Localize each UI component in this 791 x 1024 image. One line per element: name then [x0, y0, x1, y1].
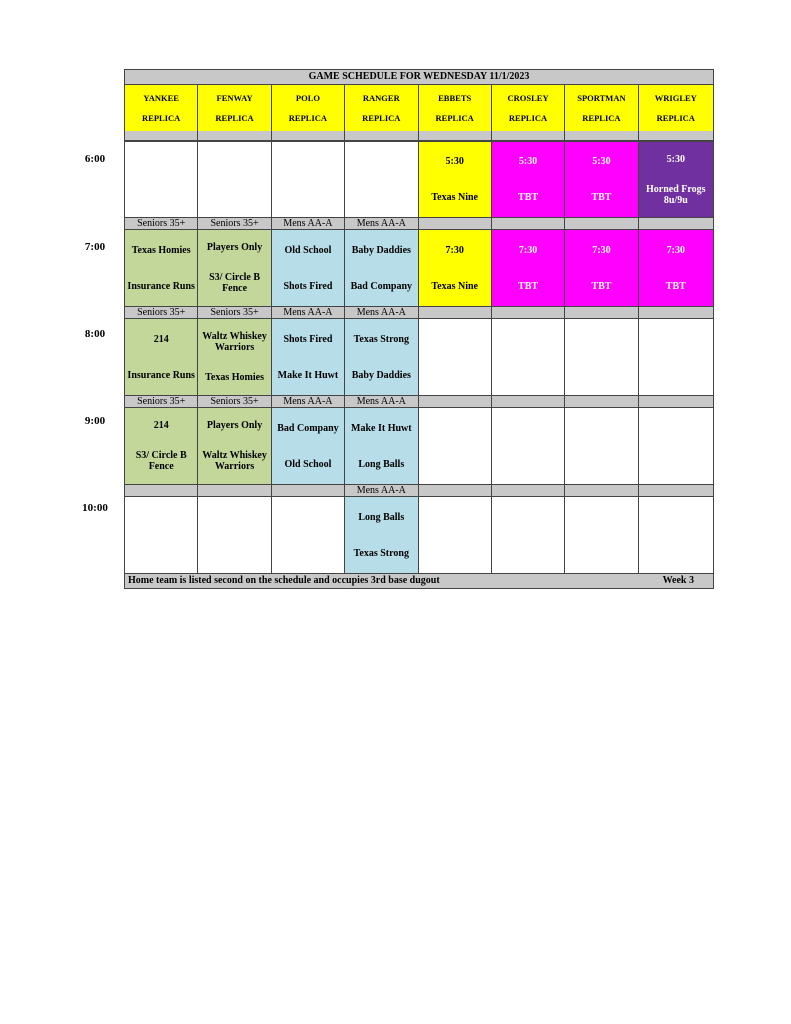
game-team-top: 7:30 — [666, 244, 685, 256]
field-name: RANGER — [362, 93, 400, 103]
division-row — [125, 306, 713, 319]
game-cell — [639, 141, 713, 217]
game-cell — [125, 141, 198, 217]
game-cell — [492, 141, 565, 217]
game-cell — [125, 230, 198, 306]
footer-note: Home team is listed second on the schedule and occupies 3rd base dugout — [128, 575, 440, 586]
game-team-bottom: TBT — [518, 191, 539, 203]
division-label: Mens AA-A — [345, 396, 418, 407]
division-label — [492, 485, 565, 496]
game-cell — [198, 319, 271, 395]
game-cell — [565, 408, 638, 484]
week-label: Week 3 — [662, 575, 694, 586]
game-team-top: Make It Huwt — [351, 422, 412, 434]
division-label — [565, 485, 638, 496]
field-sub: REPLICA — [362, 113, 401, 123]
field-header — [492, 85, 565, 131]
division-label — [639, 396, 713, 407]
game-cell — [419, 141, 492, 217]
field-sub: REPLICA — [288, 113, 328, 123]
division-row — [125, 484, 713, 497]
field-header — [125, 85, 198, 131]
game-team-bottom: Baby Daddies — [351, 369, 411, 381]
field-header — [272, 85, 345, 131]
game-team-top: Texas Strong — [353, 333, 409, 345]
time-slot-row — [125, 141, 713, 217]
division-label — [419, 485, 492, 496]
game-team-bottom: Old School — [284, 458, 332, 470]
schedule-table — [124, 69, 714, 589]
game-cell — [272, 230, 345, 306]
game-team-top: Players Only — [206, 419, 263, 431]
game-cell — [492, 230, 565, 306]
game-cell — [345, 141, 418, 217]
game-cell — [419, 408, 492, 484]
time-slot-row — [125, 497, 713, 573]
game-team-bottom: Shots Fired — [283, 280, 333, 292]
field-name: CROSLEY — [507, 93, 549, 103]
game-team-bottom: Texas Nine — [431, 280, 478, 292]
field-name: EBBETS — [438, 93, 472, 103]
division-row — [125, 217, 713, 230]
game-team-bottom: Insurance Runs — [127, 369, 195, 381]
game-cell — [492, 497, 565, 573]
game-team-top: Long Balls — [358, 511, 405, 523]
game-cell — [198, 497, 271, 573]
game-team-bottom: Texas Homies — [205, 372, 264, 384]
game-team-bottom: Long Balls — [358, 458, 405, 470]
game-team-bottom: TBT — [591, 191, 612, 203]
division-label: Mens AA-A — [345, 307, 418, 318]
game-cell — [198, 230, 271, 306]
game-team-top: Texas Homies — [131, 244, 191, 256]
game-team-bottom: Make It Huwt — [277, 369, 339, 381]
game-team-bottom: TBT — [591, 280, 612, 292]
game-team-bottom: S3/ Circle B Fence — [209, 272, 261, 295]
game-team-bottom: Texas Nine — [431, 191, 478, 203]
game-cell — [198, 141, 271, 217]
division-label: Seniors 35+ — [125, 218, 198, 229]
game-team-top: Waltz Whiskey Warriors — [202, 330, 267, 353]
division-label — [492, 307, 565, 318]
division-label: Seniors 35+ — [198, 307, 271, 318]
time-slot-row — [125, 319, 713, 395]
game-team-top: 7:30 — [592, 244, 611, 256]
time-slot-row — [125, 230, 713, 306]
game-team-bottom: Insurance Runs — [127, 280, 195, 292]
game-cell — [419, 230, 492, 306]
division-label — [198, 485, 271, 496]
time-label: 7:00 — [84, 241, 106, 253]
game-cell — [565, 497, 638, 573]
game-cell — [345, 319, 418, 395]
game-team-top: Shots Fired — [283, 333, 333, 345]
field-name: YANKEE — [143, 93, 179, 103]
game-team-top: 7:30 — [518, 244, 538, 256]
field-header — [345, 85, 418, 131]
game-cell — [125, 408, 198, 484]
game-cell — [492, 319, 565, 395]
field-sub: REPLICA — [435, 113, 474, 123]
time-slot-row — [125, 408, 713, 484]
field-name: WRIGLEY — [654, 93, 697, 103]
division-label: Seniors 35+ — [198, 218, 271, 229]
game-team-bottom: Horned Frogs 8u/9u — [646, 183, 706, 206]
time-label: 6:00 — [84, 153, 106, 165]
game-cell — [419, 319, 492, 395]
field-header — [198, 85, 271, 131]
field-name: POLO — [295, 93, 320, 103]
field-header — [639, 85, 713, 131]
division-label: Mens AA-A — [345, 218, 418, 229]
division-label — [565, 396, 638, 407]
game-team-top: 5:30 — [445, 156, 464, 168]
game-team-top: Old School — [284, 244, 332, 256]
game-cell — [272, 497, 345, 573]
game-team-top: Baby Daddies — [351, 244, 411, 256]
division-label: Mens AA-A — [345, 485, 418, 496]
division-label: Mens AA-A — [272, 396, 345, 407]
division-label — [639, 218, 713, 229]
game-team-bottom: S3/ Circle B Fence — [135, 450, 187, 473]
division-label: Mens AA-A — [272, 307, 345, 318]
field-name: FENWAY — [216, 93, 253, 103]
schedule-title: GAME SCHEDULE FOR WEDNESDAY 11/1/2023 — [125, 70, 713, 85]
field-sub: REPLICA — [142, 113, 181, 123]
field-name: SPORTMAN — [577, 93, 626, 103]
division-label — [125, 485, 198, 496]
game-team-bottom: TBT — [665, 280, 686, 292]
division-label — [639, 307, 713, 318]
field-sub: REPLICA — [508, 113, 548, 123]
field-sub: REPLICA — [215, 113, 254, 123]
game-team-bottom: Bad Company — [350, 280, 413, 292]
game-team-bottom: TBT — [518, 280, 539, 292]
division-label — [419, 307, 492, 318]
division-label — [492, 396, 565, 407]
game-cell — [639, 319, 713, 395]
division-label — [565, 218, 638, 229]
header-spacer-row — [125, 131, 713, 141]
game-cell — [345, 497, 418, 573]
game-cell — [125, 319, 198, 395]
game-cell — [198, 408, 271, 484]
time-slots — [125, 141, 713, 573]
game-cell — [639, 230, 713, 306]
game-cell — [639, 408, 713, 484]
game-team-top: Bad Company — [277, 422, 339, 434]
division-label — [565, 307, 638, 318]
division-label: Seniors 35+ — [198, 396, 271, 407]
field-header-row — [125, 85, 713, 131]
game-cell — [345, 408, 418, 484]
game-team-bottom: Texas Strong — [353, 547, 409, 559]
game-cell — [272, 141, 345, 217]
game-team-top: 214 — [153, 419, 169, 431]
division-label — [272, 485, 345, 496]
division-label — [492, 218, 565, 229]
game-cell — [272, 408, 345, 484]
division-label — [639, 485, 713, 496]
division-label: Mens AA-A — [272, 218, 345, 229]
game-cell — [345, 230, 418, 306]
game-team-top: 5:30 — [592, 156, 611, 168]
game-team-top: 5:30 — [518, 156, 538, 168]
game-cell — [565, 319, 638, 395]
time-label: 9:00 — [84, 415, 106, 427]
division-label — [419, 396, 492, 407]
game-team-top: 7:30 — [445, 244, 464, 256]
game-cell — [419, 497, 492, 573]
game-cell — [565, 230, 638, 306]
schedule-footer — [125, 573, 713, 588]
division-label: Seniors 35+ — [125, 396, 198, 407]
game-cell — [639, 497, 713, 573]
game-team-top: 214 — [153, 333, 169, 345]
field-sub: REPLICA — [582, 113, 621, 123]
time-label: 10:00 — [82, 502, 108, 514]
game-team-top: Players Only — [206, 241, 263, 253]
game-cell — [492, 408, 565, 484]
time-label: 8:00 — [84, 328, 106, 340]
game-team-bottom: Waltz Whiskey Warriors — [202, 450, 267, 473]
game-cell — [565, 141, 638, 217]
field-header — [419, 85, 492, 131]
division-row — [125, 395, 713, 408]
field-sub: REPLICA — [656, 113, 695, 123]
division-label — [419, 218, 492, 229]
game-team-top: 5:30 — [666, 153, 685, 165]
game-cell — [272, 319, 345, 395]
field-header — [565, 85, 638, 131]
division-label: Seniors 35+ — [125, 307, 198, 318]
game-cell — [125, 497, 198, 573]
